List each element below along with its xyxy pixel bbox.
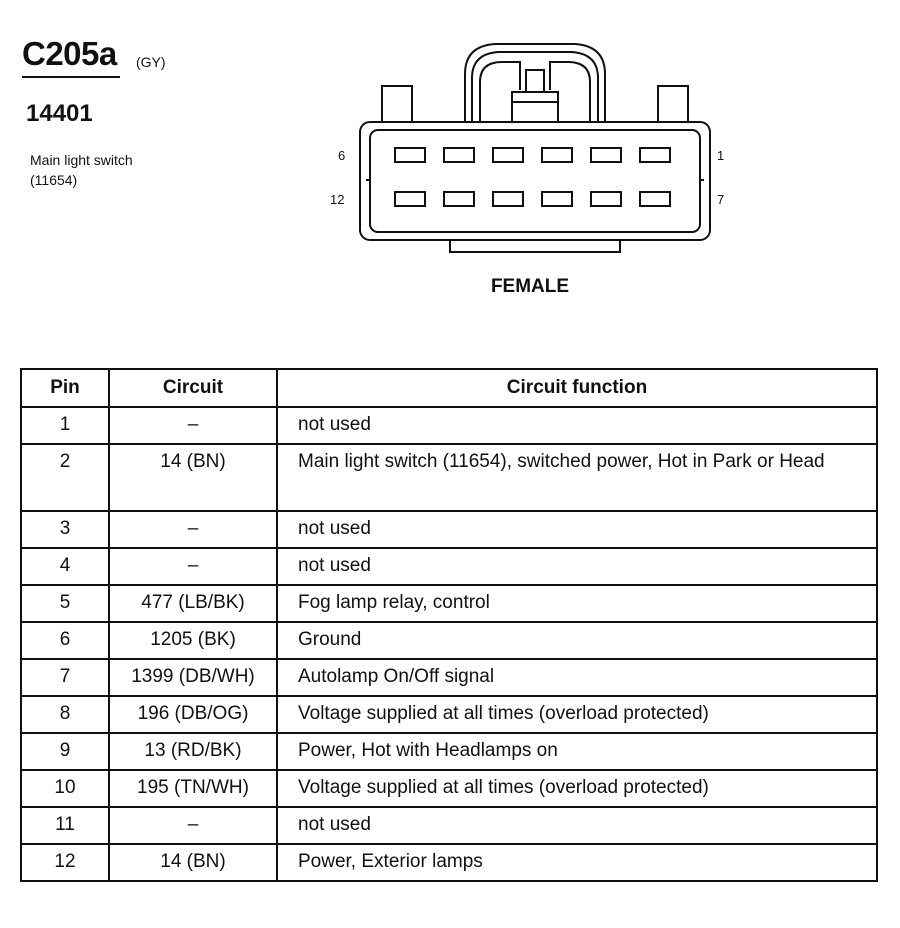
cell-pin: 10: [21, 770, 109, 807]
cell-pin: 11: [21, 807, 109, 844]
cell-circuit: –: [109, 548, 277, 585]
cell-function: Fog lamp relay, control: [277, 585, 877, 622]
connector-body: [360, 122, 710, 252]
component-description: [30, 150, 133, 190]
cell-function: Voltage supplied at all times (overload protected): [277, 770, 877, 807]
table-header-row: [21, 369, 877, 407]
cell-function: not used: [277, 548, 877, 585]
cell-circuit: 13 (RD/BK): [109, 733, 277, 770]
table-row: [21, 548, 877, 585]
cell-circuit: 14 (BN): [109, 844, 277, 881]
cell-circuit: –: [109, 407, 277, 444]
connector-id: C205a: [22, 35, 117, 72]
cell-circuit: 1205 (BK): [109, 622, 277, 659]
part-number: 14401: [26, 100, 93, 127]
pin-label-7: 7: [717, 192, 725, 207]
cell-function: not used: [277, 407, 877, 444]
cell-pin: 4: [21, 548, 109, 585]
cell-pin: 1: [21, 407, 109, 444]
cell-function: Power, Exterior lamps: [277, 844, 877, 881]
pin-label-12: 12: [330, 192, 345, 207]
cell-pin: 9: [21, 733, 109, 770]
cell-circuit: 477 (LB/BK): [109, 585, 277, 622]
header-function: Circuit function: [277, 369, 877, 407]
cell-pin: 12: [21, 844, 109, 881]
cell-function: Main light switch (11654), switched power, Hot in Park or Head: [277, 444, 877, 511]
cell-circuit: 1399 (DB/WH): [109, 659, 277, 696]
table-row: [21, 733, 877, 770]
cell-pin: 6: [21, 622, 109, 659]
cell-circuit: 196 (DB/OG): [109, 696, 277, 733]
cell-circuit: 195 (TN/WH): [109, 770, 277, 807]
connector-color: (GY): [136, 54, 166, 70]
table-row: [21, 696, 877, 733]
table-row: [21, 807, 877, 844]
connector-latch: [465, 44, 605, 122]
cell-pin: 3: [21, 511, 109, 548]
table-row: [21, 585, 877, 622]
cell-function: Ground: [277, 622, 877, 659]
cell-function: Power, Hot with Headlamps on: [277, 733, 877, 770]
table-row: [21, 622, 877, 659]
cell-pin: 2: [21, 444, 109, 511]
cell-pin: 8: [21, 696, 109, 733]
component-name: Main light switch: [30, 152, 133, 168]
pin-label-1: 1: [717, 148, 725, 163]
pin-label-6: 6: [338, 148, 346, 163]
table-row: [21, 407, 877, 444]
cell-circuit: 14 (BN): [109, 444, 277, 511]
header-circuit: Circuit: [109, 369, 277, 407]
header-pin: Pin: [21, 369, 109, 407]
table-row: [21, 659, 877, 696]
component-code: (11654): [30, 172, 78, 188]
cell-circuit: –: [109, 807, 277, 844]
table-row: [21, 844, 877, 881]
cell-function: not used: [277, 807, 877, 844]
connector-gender: FEMALE: [490, 276, 570, 297]
cell-function: not used: [277, 511, 877, 548]
pinout-table: [20, 368, 878, 882]
terminal-cavities-row-top: [395, 148, 670, 162]
connector-id-underline: [22, 76, 120, 78]
connector-face-diagram: [320, 30, 740, 270]
table-row: [21, 511, 877, 548]
table-row: [21, 444, 877, 511]
cell-function: Autolamp On/Off signal: [277, 659, 877, 696]
terminal-cavities-row-bottom: [395, 192, 670, 206]
cell-function: Voltage supplied at all times (overload protected): [277, 696, 877, 733]
cell-pin: 7: [21, 659, 109, 696]
table-row: [21, 770, 877, 807]
cell-circuit: –: [109, 511, 277, 548]
cell-pin: 5: [21, 585, 109, 622]
